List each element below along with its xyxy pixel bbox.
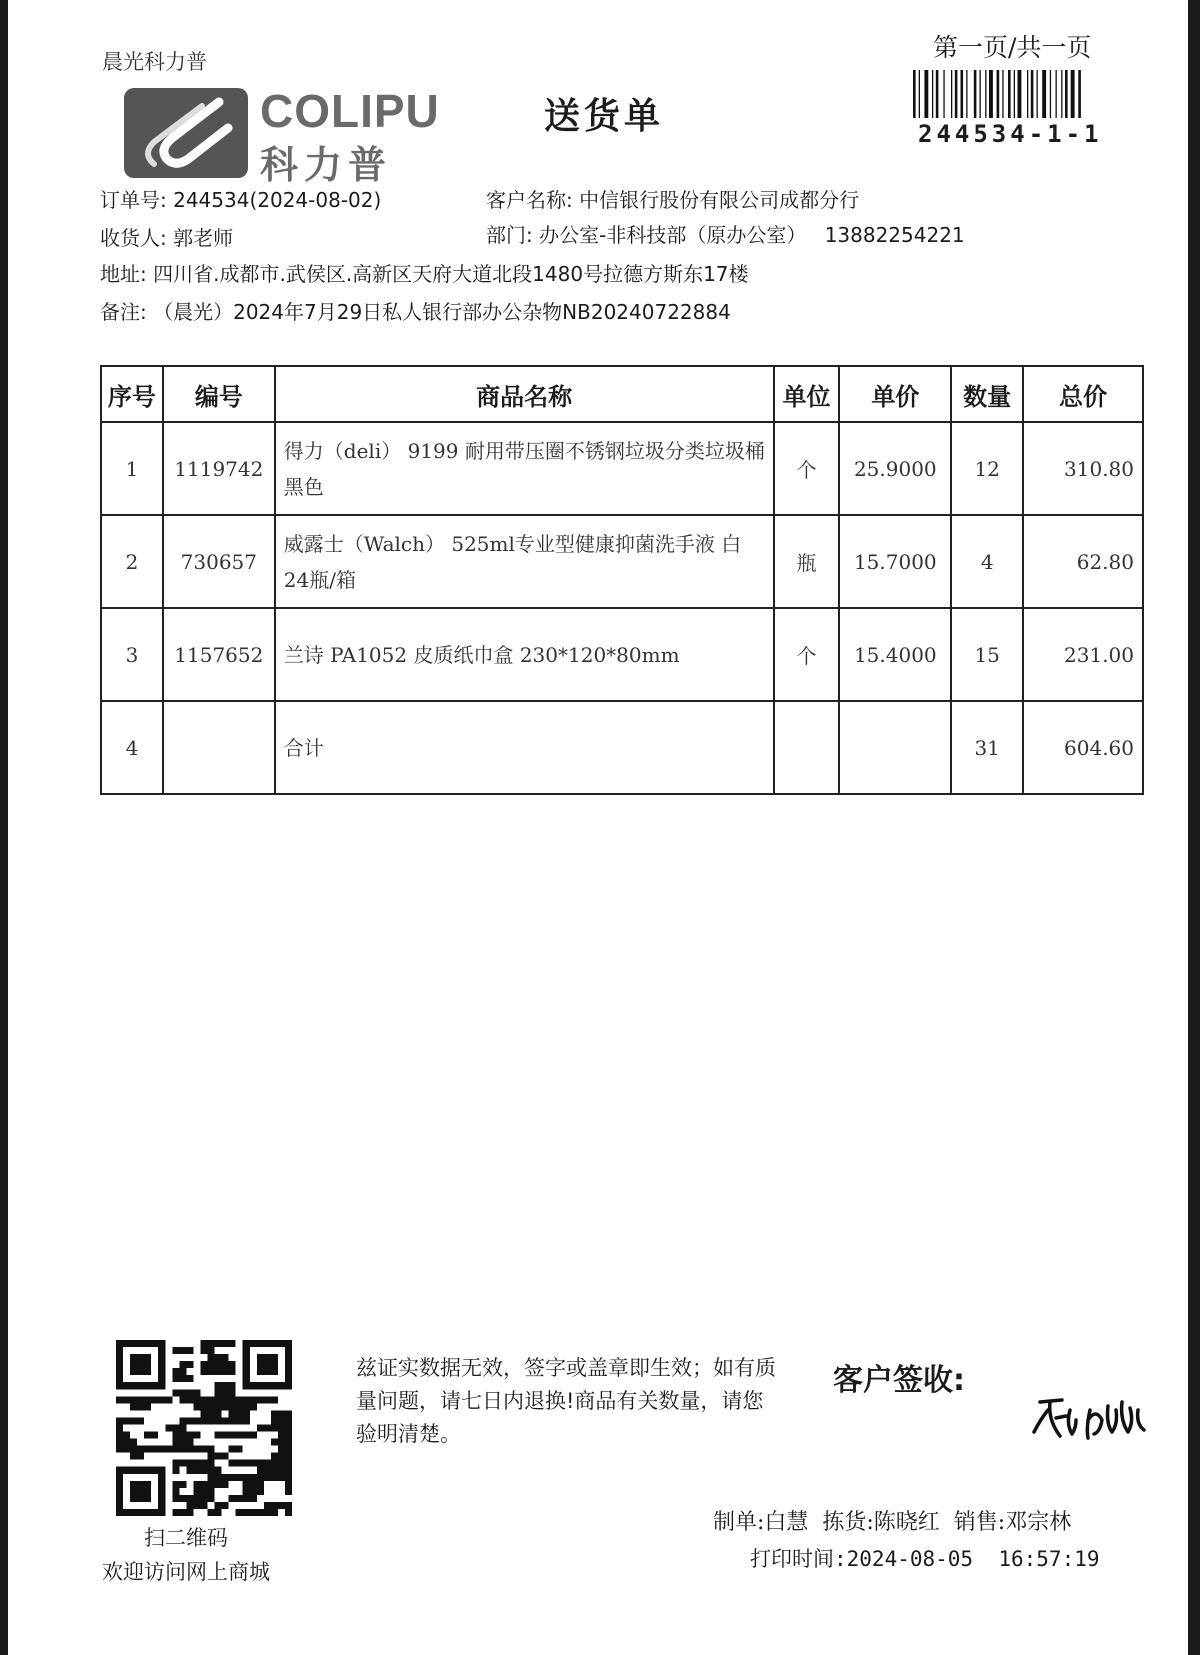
barcode-number: 244534-1-1 [918, 120, 1103, 148]
order-number-label: 订单号: [100, 188, 167, 212]
receiver-name: 郭老师 [173, 226, 234, 250]
brand-name: 晨光科力普 [102, 50, 207, 74]
cell-quantity: 15 [951, 608, 1023, 701]
delivery-note-paper [8, 0, 1188, 1655]
remark-line [100, 296, 731, 325]
receiver-line [100, 222, 233, 251]
cell-unit-price [839, 701, 951, 794]
cell-unit-price: 15.7000 [839, 515, 951, 608]
department-line [486, 219, 965, 248]
qr-code-icon [116, 1340, 292, 1516]
remark: （晨光）2024年7月29日私人银行部办公杂物NB20240722884 [153, 300, 731, 324]
header-quantity: 数量 [951, 366, 1023, 422]
colipu-logo-icon [124, 88, 248, 178]
header-product-name: 商品名称 [275, 366, 774, 422]
cell-unit-price: 15.4000 [839, 608, 951, 701]
phone-number: 13882254221 [824, 223, 965, 247]
barcode-icon [913, 70, 1128, 118]
qr-caption-welcome: 欢迎访问网上商城 [102, 1560, 270, 1584]
table-row [101, 515, 1143, 608]
customer-signature-label: 客户签收: [833, 1363, 965, 1398]
page-info: 第一页/共一页 [933, 33, 1092, 62]
cell-unit: 瓶 [774, 515, 840, 608]
receiver-label: 收货人: [100, 226, 167, 250]
qr-caption-scan: 扫二维码 [144, 1526, 228, 1550]
header-unit: 单位 [774, 366, 840, 422]
table-row-total [101, 701, 1143, 794]
cell-quantity: 12 [951, 422, 1023, 515]
customer-name: 中信银行股份有限公司成都分行 [579, 188, 860, 212]
address-line [100, 258, 749, 287]
cell-total: 310.80 [1023, 422, 1143, 515]
cell-code [163, 701, 275, 794]
order-number: 244534(2024-08-02) [173, 188, 382, 212]
print-time: 打印时间:2024-08-05 16:57:19 [750, 1547, 1100, 1571]
cell-total: 604.60 [1023, 701, 1143, 794]
cell-product-name: 兰诗 PA1052 皮质纸巾盒 230*120*80mm [275, 608, 774, 701]
order-number-line [100, 184, 381, 213]
address: 四川省.成都市.武侯区.高新区天府大道北段1480号拉德方斯东17楼 [153, 262, 749, 286]
cell-code: 1119742 [163, 422, 275, 515]
cell-seq: 3 [101, 608, 163, 701]
logo-text-en: COLIPU [260, 85, 440, 137]
cell-total-label: 合计 [275, 701, 774, 794]
cell-code: 1157652 [163, 608, 275, 701]
remark-label: 备注: [100, 300, 147, 324]
cell-seq: 2 [101, 515, 163, 608]
staff-line: 制单:白慧 拣货:陈晓红 销售:邓宗林 [713, 1510, 1072, 1535]
department: 办公室-非科技部（原办公室） [539, 223, 807, 247]
cell-quantity: 4 [951, 515, 1023, 608]
cell-unit: 个 [774, 422, 840, 515]
document-title: 送货单 [544, 96, 665, 137]
table-header-row [101, 366, 1143, 422]
header-unit-price: 单价 [839, 366, 951, 422]
cell-unit: 个 [774, 608, 840, 701]
cell-product-name: 得力（deli） 9199 耐用带压圈不锈钢垃圾分类垃圾桶 黑色 [275, 422, 774, 515]
cell-unit [774, 701, 840, 794]
customer-line [486, 184, 859, 213]
cell-seq: 4 [101, 701, 163, 794]
header-seq: 序号 [101, 366, 163, 422]
customer-label: 客户名称: [486, 188, 573, 212]
table-row [101, 422, 1143, 515]
cell-seq: 1 [101, 422, 163, 515]
cell-unit-price: 25.9000 [839, 422, 951, 515]
notice-text: 兹证实数据无效，签字或盖章即生效；如有质量问题，请七日内退换!商品有关数量，请您验明清楚。 [356, 1356, 776, 1446]
logo-text-cn: 科力普 [260, 143, 393, 187]
items-table [100, 365, 1144, 795]
handwritten-signature-icon [1026, 1380, 1166, 1450]
header-total: 总价 [1023, 366, 1143, 422]
cell-product-name: 威露士（Walch） 525ml专业型健康抑菌洗手液 白 24瓶/箱 [275, 515, 774, 608]
header-code: 编号 [163, 366, 275, 422]
table-row [101, 608, 1143, 701]
cell-total: 231.00 [1023, 608, 1143, 701]
cell-quantity: 31 [951, 701, 1023, 794]
department-label: 部门: [486, 223, 533, 247]
cell-code: 730657 [163, 515, 275, 608]
address-label: 地址: [100, 262, 147, 286]
cell-total: 62.80 [1023, 515, 1143, 608]
